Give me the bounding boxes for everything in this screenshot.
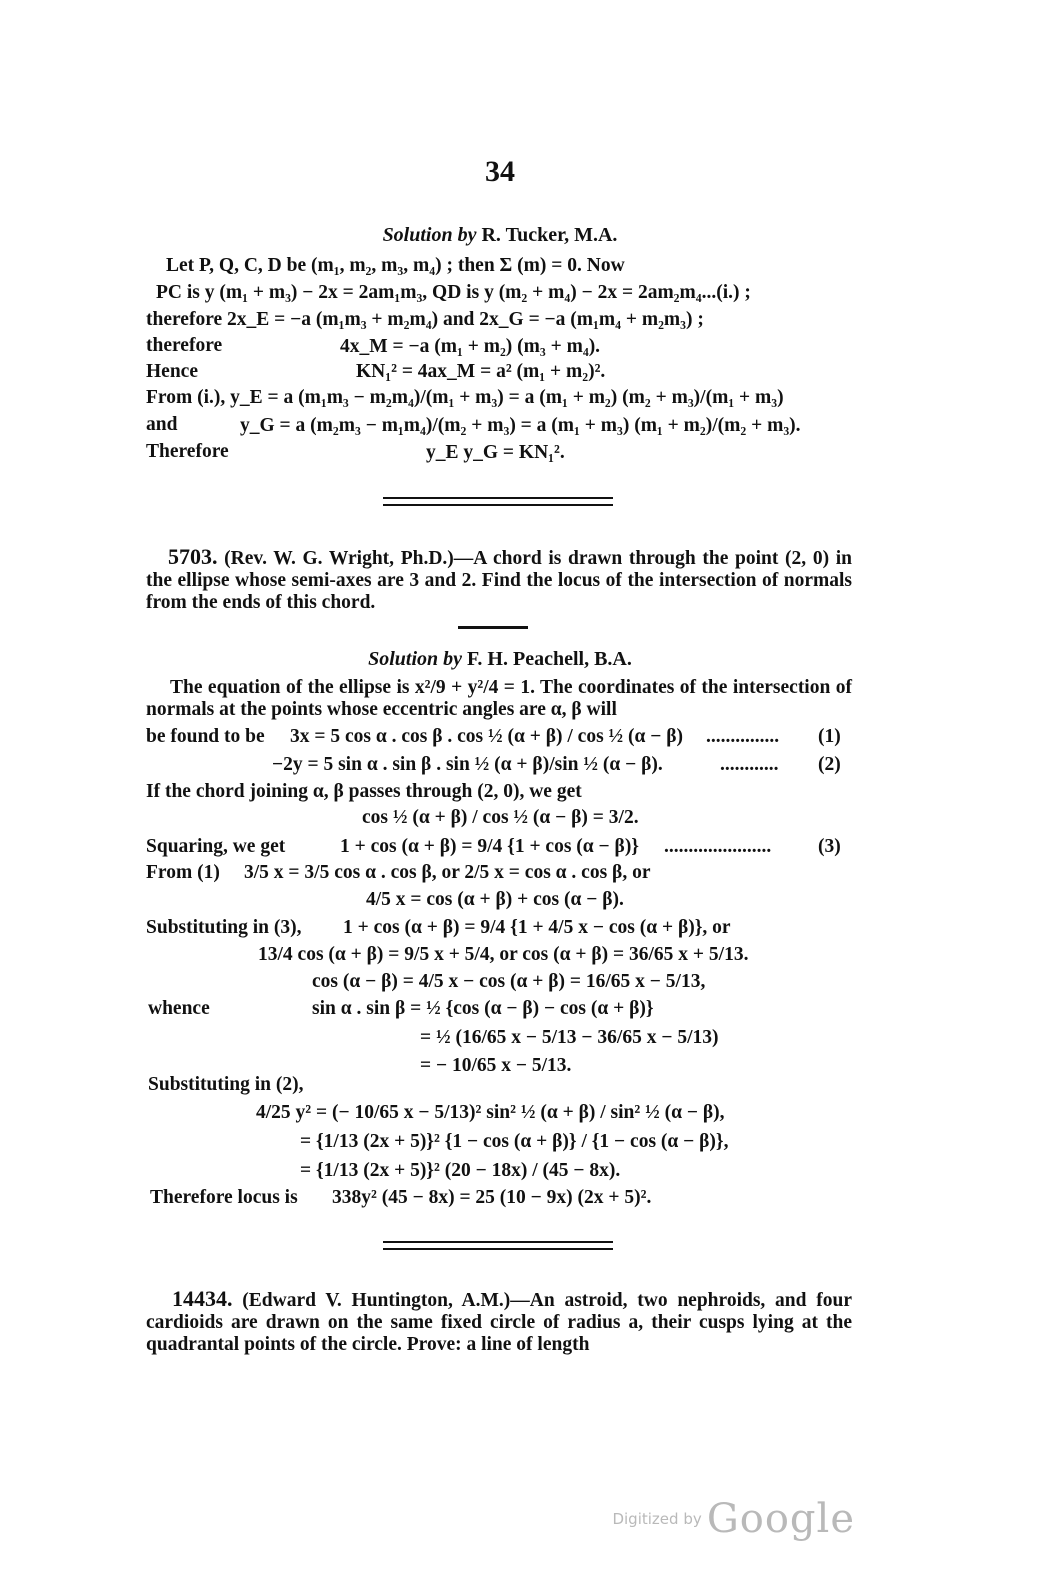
solution-heading-prefix: Solution by (382, 224, 477, 246)
peachell-intro: The equation of the ellipse is x²/9 + y²/4 = 1. The coordinates of the intersection of normals at the points whose eccentric angles are α, β will (146, 677, 852, 720)
watermark-logo-text: Google (706, 1496, 855, 1542)
from-1-label: From (1) (146, 862, 220, 883)
tucker-line-8-label: Therefore (146, 441, 229, 462)
tucker-line-4-eq: 4x_M = −a (m₁ + m₂) (m₃ + m₄). (340, 336, 601, 357)
solution-heading-peachell (0, 648, 1000, 671)
cos-alpha-plus-beta: 13/4 cos (α + β) = 9/5 x + 5/4, or cos (α + β) = 36/65 x + 5/13. (258, 944, 749, 965)
sin-product-step: = ½ (16/65 x − 5/13 − 36/65 x − 5/13) (420, 1027, 719, 1048)
eq2-number: (2) (818, 754, 841, 775)
eq3: 1 + cos (α + β) = 9/4 {1 + cos (α − β)} (340, 836, 639, 857)
section-divider-top (383, 497, 613, 499)
sin-product-eq: sin α . sin β = ½ {cos (α − β) − cos (α + β)} (312, 998, 654, 1019)
eq3-number: (3) (818, 836, 841, 857)
section-divider-bottom (383, 1248, 613, 1250)
digitized-by-google-watermark (612, 1496, 855, 1542)
question-14434 (146, 1288, 852, 1356)
eq1-leader: ............... (706, 726, 780, 747)
locus-label: Therefore locus is (150, 1187, 298, 1208)
question-text: (Edward V. Huntington, A.M.)—An astroid, two nephroids, and four cardioids are drawn on the same fixed circle of radius a, their cusps lying at the quadrantal points of the circle. Prove: a line of length (146, 1290, 853, 1355)
short-divider (458, 626, 528, 629)
tucker-line-5-label: Hence (146, 361, 198, 382)
tucker-line-3: therefore 2x_E = −a (m₁m₃ + m₂m₄) and 2x_G = −a (m₁m₄ + m₂m₃) ; (146, 309, 704, 330)
tucker-line-2: PC is y (m₁ + m₃) − 2x = 2am₁m₃, QD is y (m₂ + m₄) − 2x = 2am₂m₄...(i.) ; (156, 282, 751, 303)
y-squared-eq-3: = {1/13 (2x + 5)}² (20 − 18x) / (45 − 8x). (300, 1160, 621, 1181)
tucker-line-5-eq: KN₁² = 4ax_M = a² (m₁ + m₂)². (356, 361, 606, 382)
tucker-line-6: From (i.), y_E = a (m₁m₃ − m₂m₄)/(m₁ + m₃) = a (m₁ + m₂) (m₂ + m₃)/(m₁ + m₃) (146, 387, 784, 408)
chord-condition: If the chord joining α, β passes through (2, 0), we get (146, 781, 582, 802)
question-text: (Rev. W. G. Wright, Ph.D.)—A chord is drawn through the point (2, 0) in the ellipse whose semi-axes are 3 and 2. Find the locus of the intersection of normals from the ends of this chord. (146, 548, 853, 613)
solution-author: F. H. Peachell, B.A. (467, 648, 632, 670)
sin-product-result: = − 10/65 x − 5/13. (420, 1055, 572, 1076)
tucker-line-7-label: and (146, 414, 178, 435)
substituting-3-label: Substituting in (3), (146, 917, 302, 938)
question-5703 (146, 546, 852, 614)
squaring-label: Squaring, we get (146, 836, 286, 857)
substituting-2-label: Substituting in (2), (148, 1074, 304, 1095)
question-number: 14434. (172, 1286, 233, 1311)
tucker-line-4-label: therefore (146, 335, 223, 356)
whence-label: whence (148, 998, 210, 1019)
cos-alpha-minus-beta: cos (α − β) = 4/5 x − cos (α + β) = 16/65 x − 5/13, (312, 971, 706, 992)
tucker-line-8-eq: y_E y_G = KN₁². (426, 442, 565, 463)
page-number: 34 (485, 155, 515, 188)
substituting-3-eq: 1 + cos (α + β) = 9/4 {1 + 4/5 x − cos (α + β)}, or (343, 917, 731, 938)
eq2: −2y = 5 sin α . sin β . sin ½ (α + β)/sin ½ (α − β). (272, 754, 663, 775)
solution-heading-prefix: Solution by (368, 648, 463, 670)
section-divider-top (383, 1241, 613, 1243)
eq3-leader: ...................... (664, 836, 772, 857)
question-number: 5703. (168, 544, 218, 569)
solution-heading-tucker (0, 224, 1000, 247)
eq1-label: be found to be (146, 726, 265, 747)
y-squared-eq-2: = {1/13 (2x + 5)}² {1 − cos (α + β)} / {1 − cos (α − β)}, (300, 1131, 729, 1152)
tucker-line-1: Let P, Q, C, D be (m₁, m₂, m₃, m₄) ; then Σ (m) = 0. Now (166, 255, 625, 276)
cos-sum-eq: 4/5 x = cos (α + β) + cos (α − β). (366, 889, 624, 910)
eq1-number: (1) (818, 726, 841, 747)
chord-condition-eq: cos ½ (α + β) / cos ½ (α − β) = 3/2. (362, 807, 639, 828)
eq2-leader: ............ (720, 754, 779, 775)
tucker-line-7-eq: y_G = a (m₂m₃ − m₁m₄)/(m₂ + m₃) = a (m₁ + m₃) (m₁ + m₂)/(m₂ + m₃). (240, 415, 801, 436)
solution-author: R. Tucker, M.A. (481, 224, 618, 246)
eq1: 3x = 5 cos α . cos β . cos ½ (α + β) / cos ½ (α − β) (290, 726, 684, 747)
locus-eq: 338y² (45 − 8x) = 25 (10 − 9x) (2x + 5)². (332, 1187, 652, 1208)
watermark-small-text: Digitized by (612, 1510, 702, 1528)
section-divider-bottom (383, 504, 613, 506)
from-1-eq: 3/5 x = 3/5 cos α . cos β, or 2/5 x = cos α . cos β, or (244, 862, 651, 883)
y-squared-eq-1: 4/25 y² = (− 10/65 x − 5/13)² sin² ½ (α + β) / sin² ½ (α − β), (256, 1102, 725, 1123)
